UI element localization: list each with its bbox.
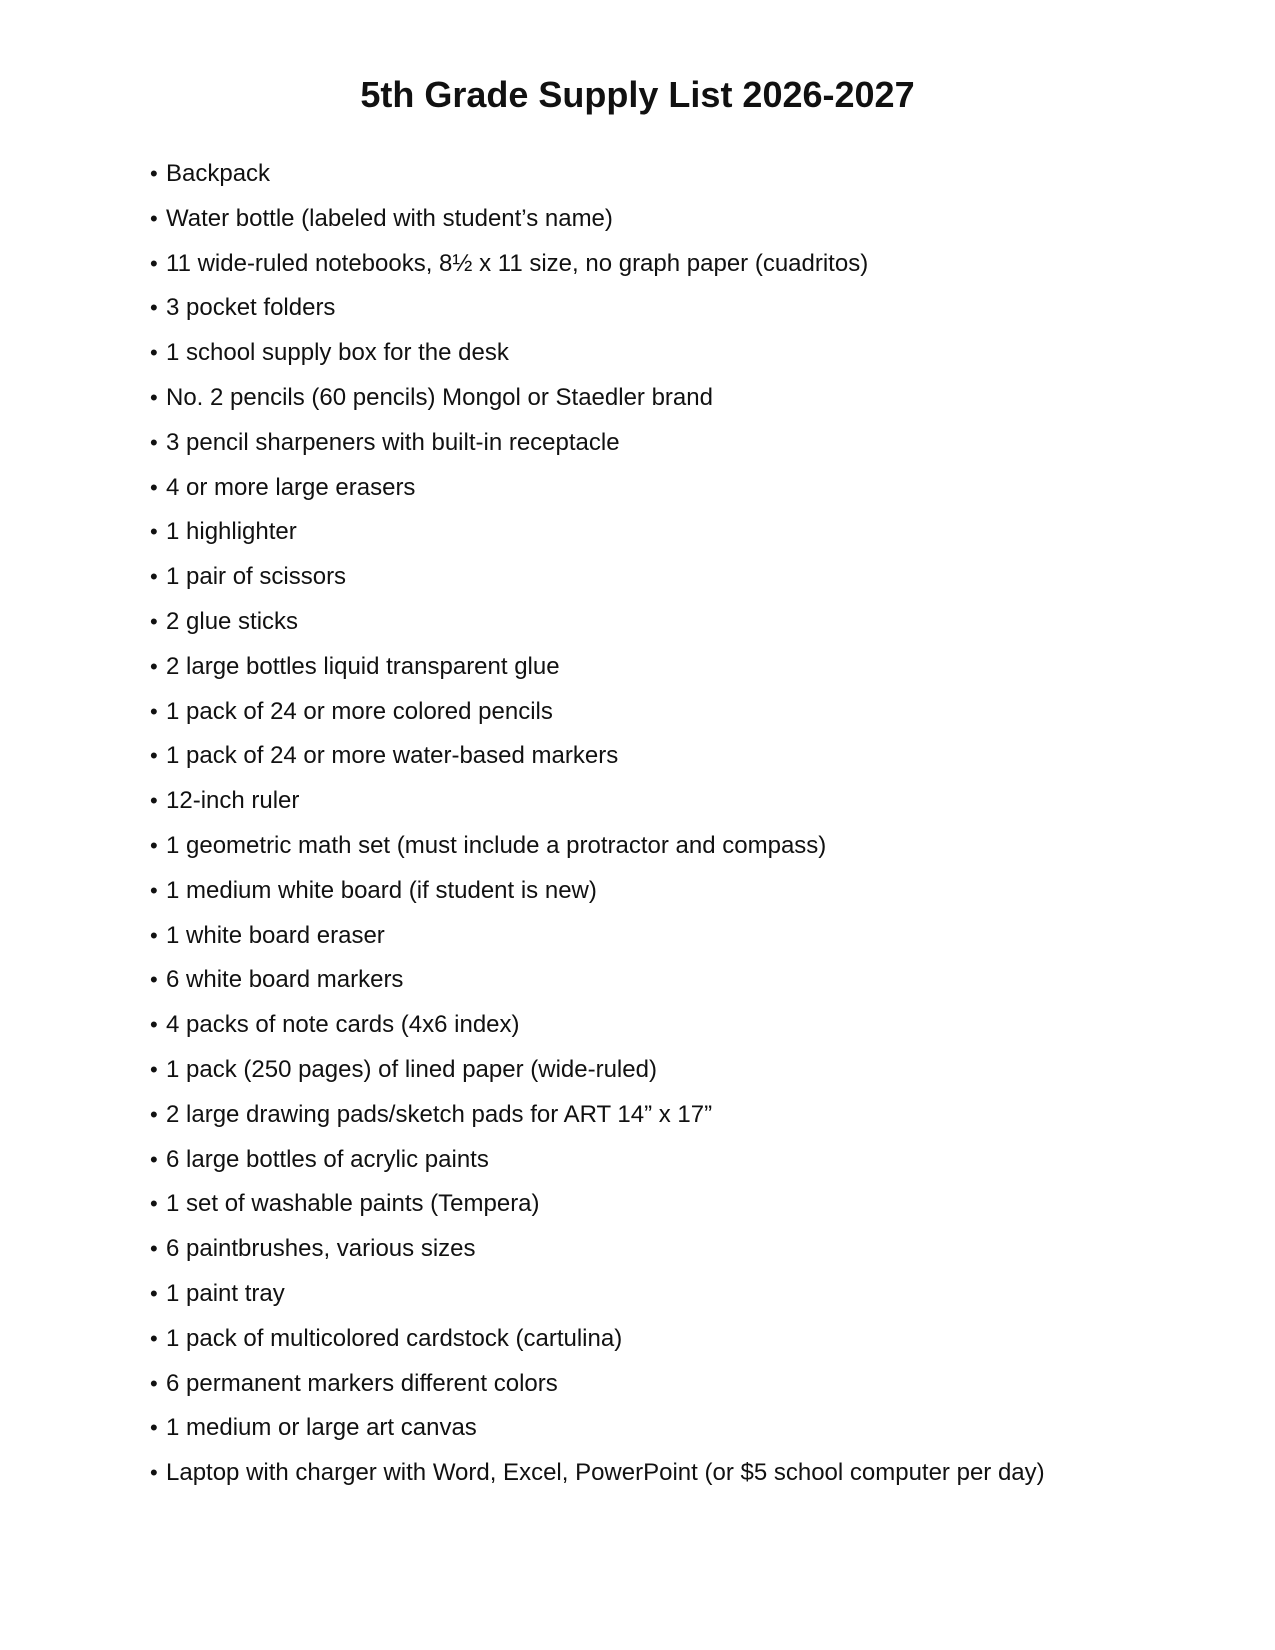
list-item-text: 6 permanent markers different colors	[166, 1369, 558, 1397]
list-item	[150, 197, 1240, 242]
list-item-text: 11 wide-ruled notebooks, 8½ x 11 size, no graph paper (cuadritos)	[166, 249, 869, 277]
list-item	[150, 690, 1240, 735]
bullet-icon: •	[150, 877, 158, 903]
list-item-text: 1 geometric math set (must include a protractor and compass)	[166, 831, 827, 859]
bullet-icon: •	[150, 1012, 158, 1038]
list-item-text: 4 packs of note cards (4x6 index)	[166, 1011, 520, 1039]
list-item	[150, 958, 1240, 1003]
list-item	[150, 1227, 1240, 1272]
list-item	[150, 152, 1240, 197]
list-item-text: 12-inch ruler	[166, 787, 300, 815]
list-item	[150, 1406, 1240, 1451]
bullet-icon: •	[150, 1460, 158, 1486]
bullet-icon: •	[150, 161, 158, 186]
bullet-icon: •	[150, 653, 158, 679]
list-item-text: 4 or more large erasers	[166, 473, 416, 501]
list-item	[150, 421, 1240, 466]
list-item-text: 1 white board eraser	[166, 921, 385, 949]
list-item	[150, 1003, 1240, 1048]
supply-list	[150, 152, 1240, 1496]
list-item	[150, 1048, 1240, 1093]
list-item	[150, 1138, 1240, 1183]
list-item-text: 1 pack (250 pages) of lined paper (wide-ruled)	[166, 1055, 657, 1083]
list-item	[150, 331, 1240, 376]
bullet-icon: •	[150, 1415, 158, 1441]
list-item-text: No. 2 pencils (60 pencils) Mongol or Staedler brand	[166, 383, 713, 411]
list-item-text: 1 pack of 24 or more colored pencils	[166, 697, 553, 725]
list-item-text: Laptop with charger with Word, Excel, PowerPoint (or $5 school computer per day)	[166, 1459, 1045, 1487]
list-item-text: 6 large bottles of acrylic paints	[166, 1145, 489, 1173]
list-item-text: 2 large drawing pads/sketch pads for ART 14” x 17”	[166, 1100, 713, 1128]
bullet-icon: •	[150, 832, 158, 858]
bullet-icon: •	[150, 1280, 158, 1306]
list-item	[150, 1451, 1240, 1496]
bullet-icon: •	[150, 295, 158, 321]
list-item-text: 1 pair of scissors	[166, 563, 347, 591]
list-item	[150, 645, 1240, 690]
bullet-icon: •	[150, 922, 158, 948]
list-item-text: 1 medium white board (if student is new)	[166, 876, 597, 904]
list-item-text: Backpack	[166, 160, 271, 187]
list-item	[150, 466, 1240, 511]
list-item-text: 1 school supply box for the desk	[166, 339, 509, 367]
list-item-text: 1 set of washable paints (Tempera)	[166, 1190, 540, 1218]
bullet-icon: •	[150, 384, 158, 410]
list-item	[150, 1182, 1240, 1227]
list-item	[150, 869, 1240, 914]
list-item	[150, 824, 1240, 869]
list-item	[150, 734, 1240, 779]
bullet-icon: •	[150, 1056, 158, 1082]
list-item	[150, 510, 1240, 555]
bullet-icon: •	[150, 474, 158, 500]
list-item-text: 2 large bottles liquid transparent glue	[166, 652, 560, 680]
bullet-icon: •	[150, 1236, 158, 1262]
list-item	[150, 1272, 1240, 1317]
list-item	[150, 1093, 1240, 1138]
list-item-text: 3 pencil sharpeners with built-in receptacle	[166, 428, 620, 456]
bullet-icon: •	[150, 205, 158, 231]
list-item-text: Water bottle (labeled with student’s name)	[166, 204, 613, 232]
page-title: 5th Grade Supply List 2026-2027	[360, 74, 915, 115]
list-item	[150, 600, 1240, 645]
bullet-icon: •	[150, 1325, 158, 1351]
list-item-text: 2 glue sticks	[166, 607, 299, 635]
bullet-icon: •	[150, 608, 158, 634]
bullet-icon: •	[150, 519, 158, 545]
bullet-icon: •	[150, 1370, 158, 1396]
bullet-icon: •	[150, 564, 158, 590]
list-item	[150, 779, 1240, 824]
list-item	[150, 914, 1240, 959]
bullet-icon: •	[150, 250, 158, 276]
list-item	[150, 242, 1240, 287]
bullet-icon: •	[150, 743, 158, 769]
list-item	[150, 1317, 1240, 1362]
list-item	[150, 286, 1240, 331]
list-item	[150, 555, 1240, 600]
bullet-icon: •	[150, 429, 158, 455]
list-item-text: 1 pack of multicolored cardstock (cartulina)	[166, 1324, 623, 1352]
bullet-icon: •	[150, 698, 158, 724]
bullet-icon: •	[150, 1191, 158, 1217]
list-item-text: 6 paintbrushes, various sizes	[166, 1235, 476, 1263]
bullet-icon: •	[150, 788, 158, 814]
bullet-icon: •	[150, 1101, 158, 1127]
bullet-icon: •	[150, 340, 158, 366]
bullet-icon: •	[150, 1146, 158, 1172]
list-item-text: 1 medium or large art canvas	[166, 1414, 477, 1442]
list-item-text: 6 white board markers	[166, 966, 404, 994]
list-item	[150, 376, 1240, 421]
bullet-icon: •	[150, 967, 158, 993]
list-item-text: 1 highlighter	[166, 518, 297, 546]
list-item-text: 1 paint tray	[166, 1279, 285, 1307]
list-item-text: 1 pack of 24 or more water-based markers	[166, 742, 619, 770]
list-item	[150, 1362, 1240, 1407]
list-item-text: 3 pocket folders	[166, 294, 336, 322]
